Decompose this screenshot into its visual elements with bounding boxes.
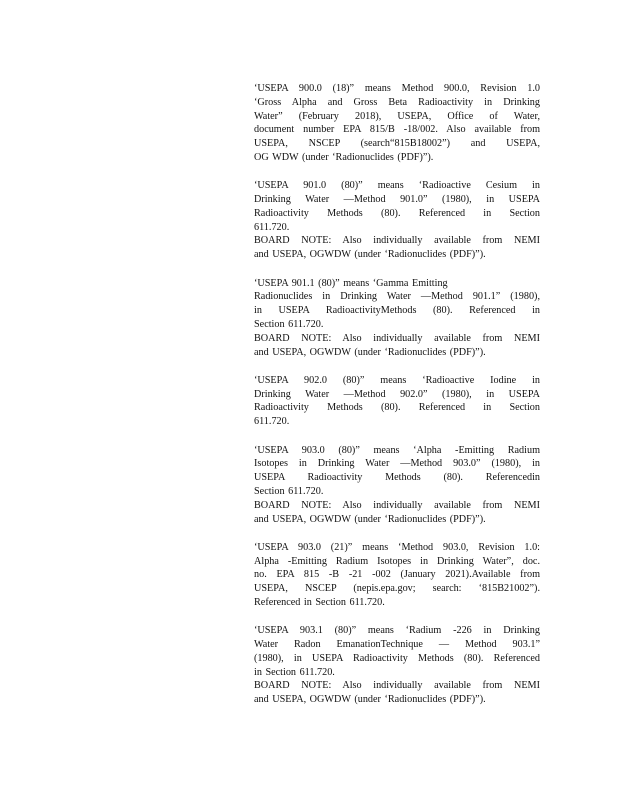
text-line: Section 611.720. — [254, 318, 324, 330]
text-line: 611.720. — [254, 221, 290, 233]
text-line: Water” (February 2018), USEPA, Office of Water, — [254, 110, 540, 122]
definition-entry — [254, 277, 540, 360]
text-line: ‘USEPA 903.0 (21)” means ‘Method 903.0, Revision 1.0: — [254, 541, 540, 553]
definitions-column — [254, 82, 540, 722]
text-line: OG WDW (under ‘Radionuclides (PDF)”). — [254, 151, 434, 163]
definition-entry — [254, 444, 540, 527]
text-line: Isotopes in Drinking Water —Method 903.0” (1980), in — [254, 458, 540, 470]
text-line: ‘USEPA 900.0 (18)” means Method 900.0, Revision 1.0 — [254, 83, 540, 94]
text-line: USEPA Radioactivity Methods (80). Referencedin — [254, 472, 540, 484]
text-line: ‘USEPA 902.0 (80)” means ‘Radioactive Iodine in — [254, 374, 540, 386]
text-line: and USEPA, OGWDW (under ‘Radionuclides (PDF)”). — [254, 513, 486, 525]
text-line: no. EPA 815 -B -21 -002 (January 2021).Available from — [254, 569, 540, 581]
text-line: BOARD NOTE: Also individually available from NEMI — [254, 332, 540, 344]
text-line: and USEPA, OGWDW (under ‘Radionuclides (PDF)”). — [254, 249, 486, 261]
text-line: ‘USEPA 901.1 (80)” means ‘Gamma Emitting — [254, 277, 448, 289]
text-line: Radioactivity Methods (80). Referenced in Section — [254, 402, 540, 414]
text-line: Alpha -Emitting Radium Isotopes in Drinking Water”, doc. — [254, 555, 540, 567]
text-line: USEPA, NSCEP (nepis.epa.gov; search: ‘815B21002”). — [254, 583, 540, 595]
text-line: BOARD NOTE: Also individually available from NEMI — [254, 499, 540, 511]
text-line: Referenced in Section 611.720. — [254, 597, 385, 608]
text-line: ‘Gross Alpha and Gross Beta Radioactivity in Drinking — [254, 96, 540, 108]
definition-entry — [254, 624, 540, 707]
text-line: document number EPA 815/B -18/002. Also available from — [254, 124, 540, 136]
definition-entry — [254, 374, 540, 429]
text-line: in Section 611.720. — [254, 666, 335, 678]
text-line: ‘USEPA 903.0 (80)” means ‘Alpha -Emitting Radium — [254, 444, 540, 456]
definition-entry — [254, 179, 540, 262]
text-line: BOARD NOTE: Also individually available from NEMI — [254, 235, 540, 247]
text-line: Water Radon EmanationTechnique — Method 903.1” — [254, 639, 540, 651]
definition-entry — [254, 82, 540, 165]
text-line: Radionuclides in Drinking Water —Method 901.1” (1980), — [254, 291, 540, 303]
text-line: ‘USEPA 903.1 (80)” means ‘Radium -226 in Drinking — [254, 625, 540, 637]
text-line: Section 611.720. — [254, 485, 324, 497]
text-line: and USEPA, OGWDW (under ‘Radionuclides (PDF)”). — [254, 346, 486, 358]
text-line: 611.720. — [254, 416, 290, 428]
text-line: in USEPA RadioactivityMethods (80). Referenced in — [254, 305, 540, 317]
text-line: USEPA, NSCEP (search“815B18002”) and USEPA, — [254, 138, 540, 150]
text-line: and USEPA, OGWDW (under ‘Radionuclides (PDF)”). — [254, 694, 486, 706]
text-line: (1980), in USEPA Radioactivity Methods (80). Referenced — [254, 652, 540, 664]
text-line: Radioactivity Methods (80). Referenced in Section — [254, 207, 540, 219]
text-line: ‘USEPA 901.0 (80)” means ‘Radioactive Cesium in — [254, 180, 540, 192]
definition-entry — [254, 541, 540, 610]
text-line: BOARD NOTE: Also individually available from NEMI — [254, 680, 540, 692]
text-line: Drinking Water —Method 901.0” (1980), in USEPA — [254, 194, 540, 206]
text-line: Drinking Water —Method 902.0” (1980), in USEPA — [254, 388, 540, 400]
